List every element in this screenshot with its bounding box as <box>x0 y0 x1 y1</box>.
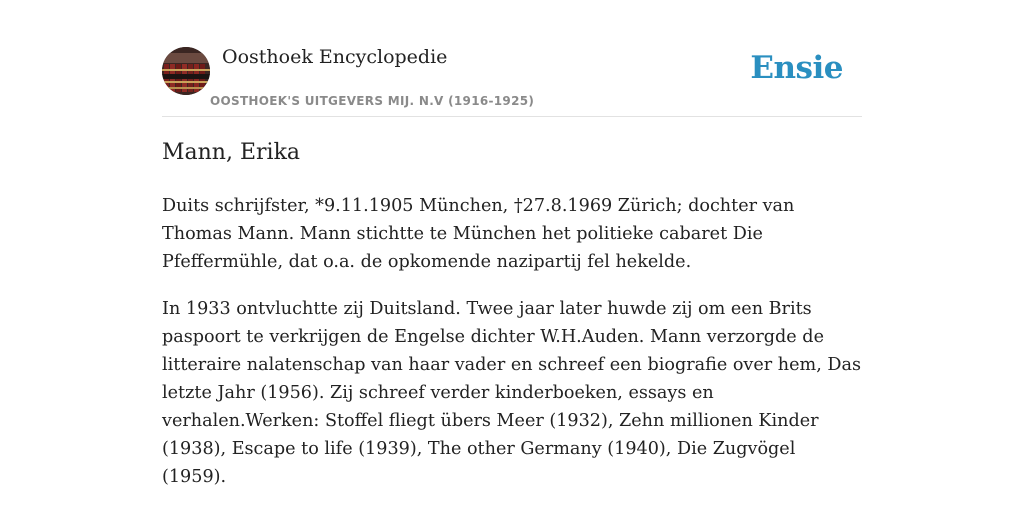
source-title[interactable]: Oosthoek Encyclopedie <box>222 46 448 68</box>
source-avatar[interactable] <box>162 47 210 95</box>
entry-body <box>162 192 862 510</box>
entry-title: Mann, Erika <box>162 140 301 165</box>
ensie-logo[interactable]: Ensie <box>750 50 843 86</box>
source-header <box>162 0 862 117</box>
encyclopedia-books-icon <box>162 47 210 95</box>
entry-paragraph: In 1933 ontvluchtte zij Duitsland. Twee jaar later huwde zij om een Brits paspoort te verkrijgen de Engelse dichter W.H.Auden. Mann verzorgde de litteraire nalatenschap van haar vader en schreef een biografie over hem, Das letzte Jahr (1956). Zij schreef verder kinderboeken, essays en verhalen.Werken: Stoffel fliegt übers Meer (1932), Zehn millionen Kinder (1938), Escape to life (1939), The other Germany (1940), Die Zugvögel (1959). <box>162 299 862 487</box>
entry-paragraph: Duits schrijfster, *9.11.1905 München, †27.8.1969 Zürich; dochter van Thomas Mann. Mann stichtte te München het politieke cabaret Die Pfeffermühle, dat o.a. de opkomende nazipartij fel hekelde. <box>162 196 795 272</box>
source-publisher: OOSTHOEK'S UITGEVERS MIJ. N.V (1916-1925) <box>210 94 535 108</box>
entry-card <box>162 0 862 487</box>
